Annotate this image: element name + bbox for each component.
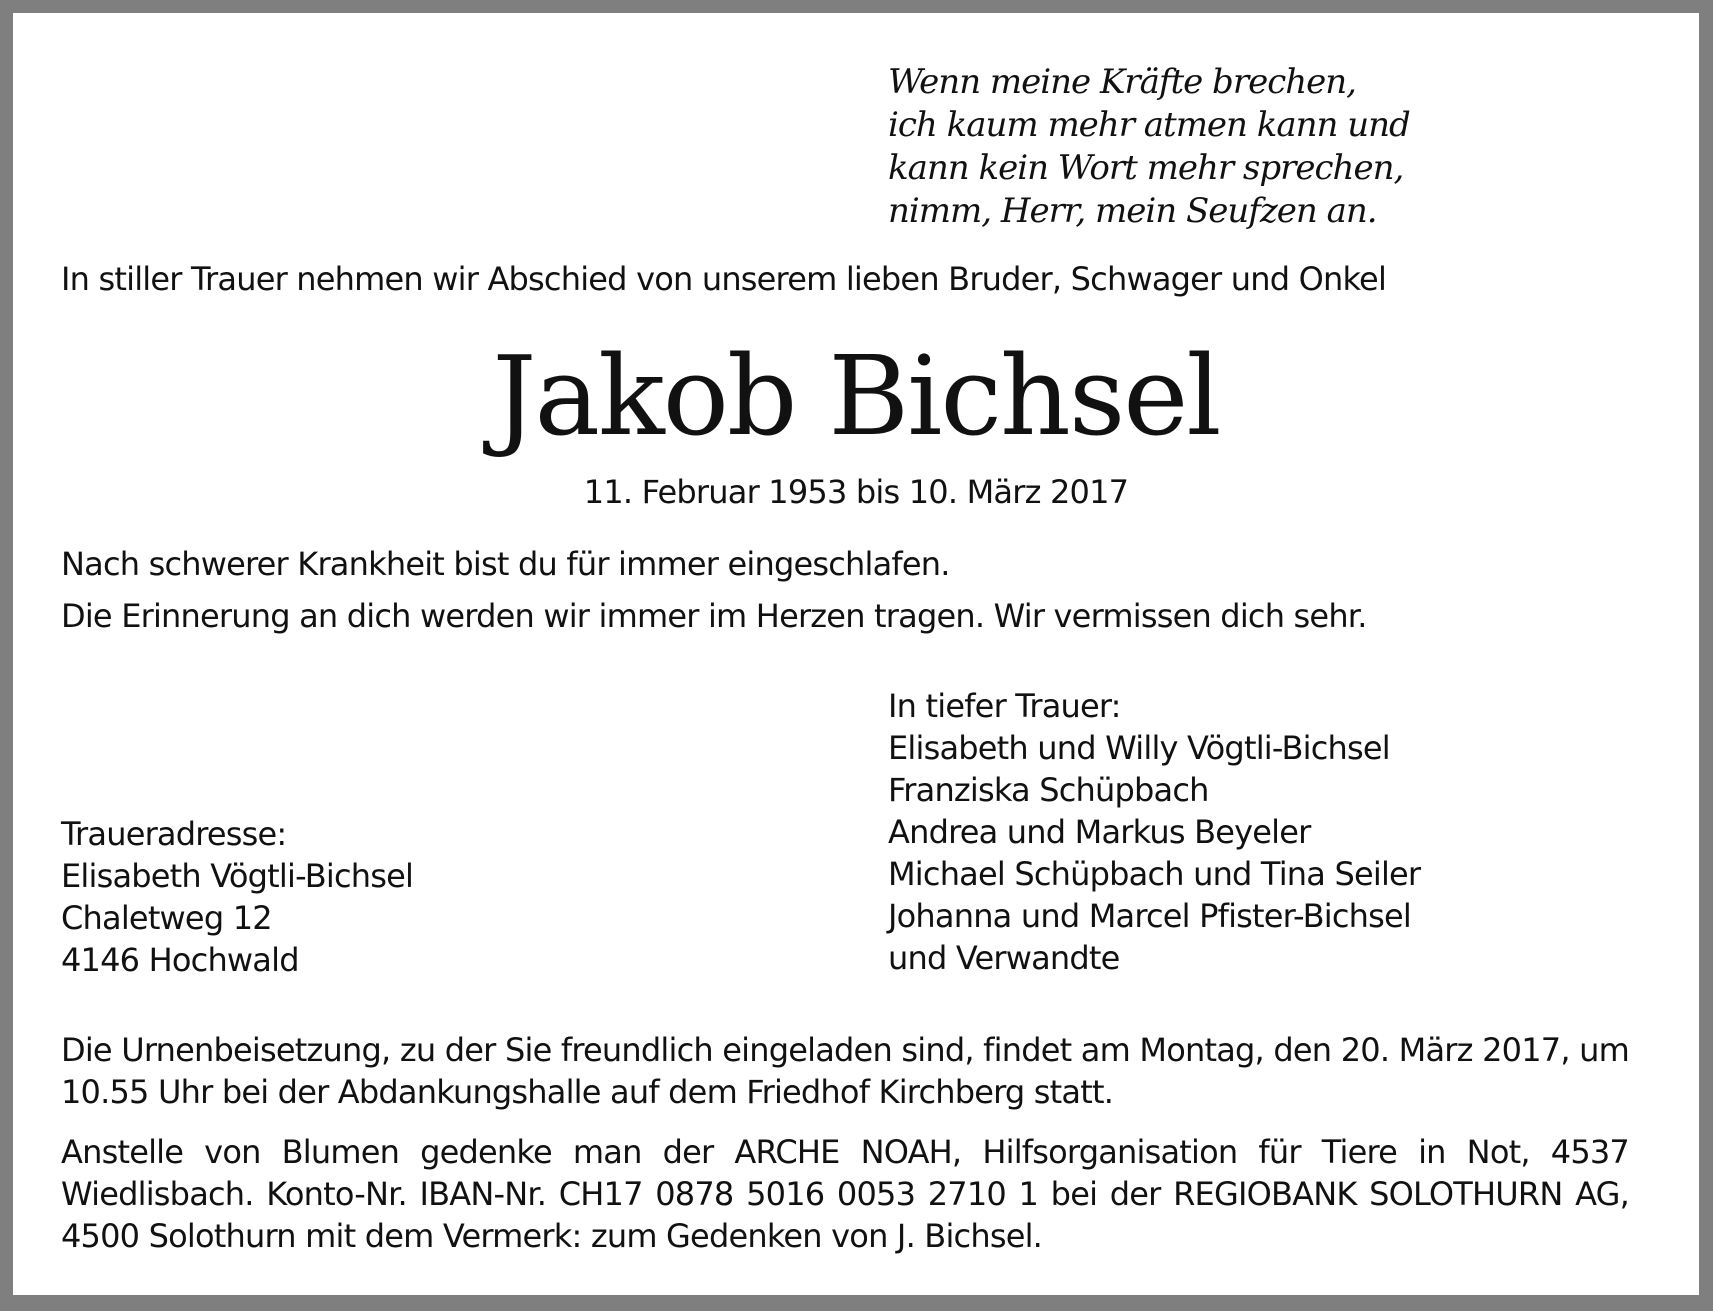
mourner-name: Andrea und Markus Beyeler [888,813,1311,851]
poem [888,61,1410,233]
mourner-name: Johanna und Marcel Pfister-Bichsel [888,897,1411,935]
address-line: Elisabeth Vögtli-Bichsel [61,857,414,895]
ceremony-notice: Die Urnenbeisetzung, zu der Sie freundlich eingeladen sind, findet am Montag, den 20. März 2017, um 10.55 Uhr bei der Abdankungshalle auf dem Friedhof Kirchberg statt. [61,1031,1629,1111]
mourners-list [888,685,1420,979]
poem-line: kann kein Wort mehr sprechen, [888,148,1404,188]
intro-text: In stiller Trauer nehmen wir Abschied von unserem lieben Bruder, Schwager und Onkel [61,260,1387,298]
address-line: 4146 Hochwald [61,941,299,979]
message-line: Nach schwerer Krankheit bist du für immer eingeschlafen. [61,545,950,583]
address-heading: Traueradresse: [61,815,287,853]
mourner-name: Franziska Schüpbach [888,771,1209,809]
mourning-address [61,813,413,981]
obituary-page [13,13,1699,1295]
life-dates: 11. Februar 1953 bis 10. März 2017 [583,473,1129,511]
message [61,543,1367,637]
deceased-name: Jakob Bichsel [492,332,1220,460]
mourner-name: und Verwandte [888,939,1120,977]
mourner-name: Michael Schüpbach und Tina Seiler [888,855,1421,893]
mourners-heading: In tiefer Trauer: [888,687,1121,725]
address-line: Chaletweg 12 [61,899,272,937]
poem-line: nimm, Herr, mein Seufzen an. [888,191,1377,231]
donation-notice: Anstelle von Blumen gedenke man der ARCHE NOAH, Hilfsorganisation für Tiere in Not, 4537 Wiedlisbach. Konto-Nr. IBAN-Nr. CH17 0878 5016 0053 2710 1 bei der REGIOBANK SOLOTHURN AG, 4500 Solothurn mit dem Vermerk: zum Gedenken von J. Bichsel. [61,1133,1629,1255]
message-line: Die Erinnerung an dich werden wir immer im Herzen tragen. Wir vermissen dich sehr. [61,597,1367,635]
mourner-name: Elisabeth und Willy Vögtli-Bichsel [888,729,1390,767]
poem-line: Wenn meine Kräfte brechen, [888,62,1356,102]
poem-line: ich kaum mehr atmen kann und [888,105,1410,145]
